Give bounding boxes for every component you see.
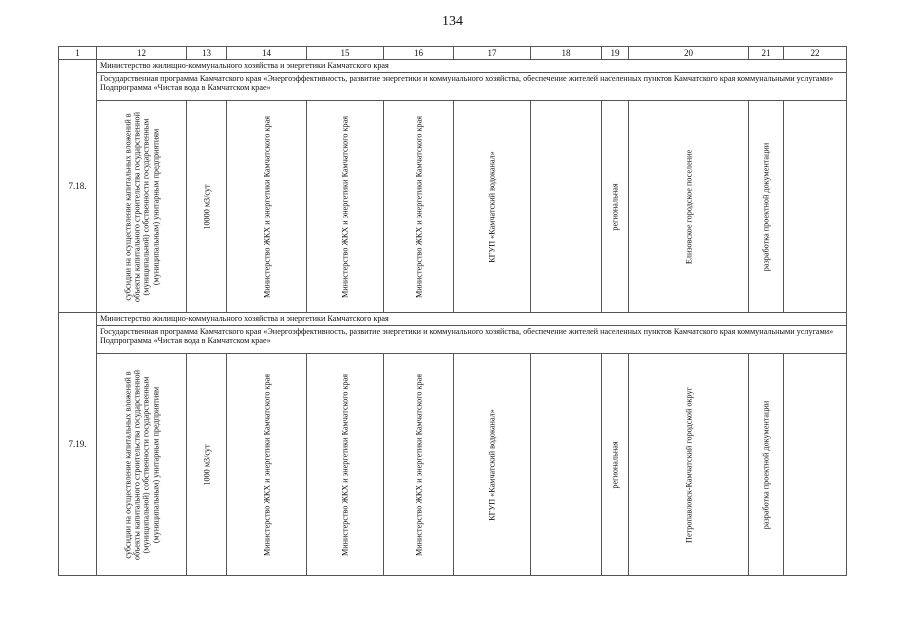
subsidy-type-text: субсидии на осуществление капитальных вложений в объекты капитального строительства государственной (муниципальной) собственности государственным (муниципальным) унитарным предприятиям — [123, 111, 160, 302]
developer-cell — [307, 354, 384, 576]
col18-cell — [531, 354, 602, 576]
customer-cell — [227, 354, 307, 576]
developer-cell — [307, 101, 384, 313]
level-text: региональная — [610, 182, 620, 231]
developer-text: Министерство ЖКХ и энергетики Камчатского края — [340, 115, 350, 298]
stage-cell — [749, 354, 784, 576]
operator-text: КГУП «Камчатский водоканал» — [487, 150, 497, 263]
municipality-cell — [629, 101, 749, 313]
column-header: 19 — [602, 47, 629, 60]
stage-text: разработка проектной документации — [761, 142, 771, 271]
row-number: 7.19. — [59, 313, 97, 576]
municipality-cell — [629, 354, 749, 576]
capacity-cell — [187, 354, 227, 576]
col18-cell — [531, 101, 602, 313]
authority-text: Министерство ЖКХ и энергетики Камчатского края — [413, 373, 423, 556]
municipality-text: Елизовское городское поселение — [683, 149, 693, 264]
col22-cell — [784, 101, 847, 313]
column-header: 16 — [384, 47, 454, 60]
column-header-row — [59, 47, 847, 60]
authority-cell — [384, 101, 454, 313]
column-header: 15 — [307, 47, 384, 60]
column-header: 18 — [531, 47, 602, 60]
data-row — [59, 354, 847, 576]
level-cell — [602, 101, 629, 313]
column-header: 17 — [454, 47, 531, 60]
page-number: 134 — [442, 14, 463, 29]
column-header: 21 — [749, 47, 784, 60]
column-header: 1 — [59, 47, 97, 60]
capacity-cell — [187, 101, 227, 313]
ministry-row — [59, 60, 847, 73]
data-row — [59, 101, 847, 313]
authority-text: Министерство ЖКХ и энергетики Камчатского края — [413, 115, 423, 298]
column-header: 12 — [97, 47, 187, 60]
col22-cell — [784, 354, 847, 576]
operator-text: КГУП «Камчатский водоканал» — [487, 408, 497, 521]
ministry-line: Министерство жилищно-коммунального хозяйства и энергетики Камчатского края — [97, 60, 847, 73]
level-text: региональная — [610, 440, 620, 489]
ministry-line: Министерство жилищно-коммунального хозяйства и энергетики Камчатского края — [97, 313, 847, 326]
developer-text: Министерство ЖКХ и энергетики Камчатского края — [340, 373, 350, 556]
row-number: 7.18. — [59, 60, 97, 313]
level-cell — [602, 354, 629, 576]
column-header: 14 — [227, 47, 307, 60]
program-row — [59, 326, 847, 354]
subsidy-type-text: субсидии на осуществление капитальных вложений в объекты капитального строительства государственной (муниципальной) собственности государственным (муниципальным) унитарным предприятиям — [123, 369, 160, 560]
subsidy-type-cell — [97, 354, 187, 576]
customer-cell — [227, 101, 307, 313]
program-row — [59, 73, 847, 101]
customer-text: Министерство ЖКХ и энергетики Камчатского края — [261, 373, 271, 556]
operator-cell — [454, 101, 531, 313]
capacity-text: 10000 м3/сут — [201, 183, 211, 230]
authority-cell — [384, 354, 454, 576]
operator-cell — [454, 354, 531, 576]
customer-text: Министерство ЖКХ и энергетики Камчатского края — [261, 115, 271, 298]
column-header: 13 — [187, 47, 227, 60]
program-line: Государственная программа Камчатского края «Энергоэффективность, развитие энергетики и коммунального хозяйства, обеспечение жителей населенных пунктов Камчатского края коммунальными услугами» Подпрограмма «Чистая вода в Камчатском крае» — [97, 73, 847, 101]
column-header: 20 — [629, 47, 749, 60]
column-header: 22 — [784, 47, 847, 60]
stage-cell — [749, 101, 784, 313]
program-line: Государственная программа Камчатского края «Энергоэффективность, развитие энергетики и коммунального хозяйства, обеспечение жителей населенных пунктов Камчатского края коммунальными услугами» Подпрограмма «Чистая вода в Камчатском крае» — [97, 326, 847, 354]
stage-text: разработка проектной документации — [761, 400, 771, 529]
municipality-text: Петропавловск-Камчатский городской округ — [683, 386, 693, 543]
subsidy-type-cell — [97, 101, 187, 313]
ministry-row — [59, 313, 847, 326]
investment-table — [58, 46, 847, 576]
capacity-text: 1000 м3/сут — [201, 443, 211, 486]
